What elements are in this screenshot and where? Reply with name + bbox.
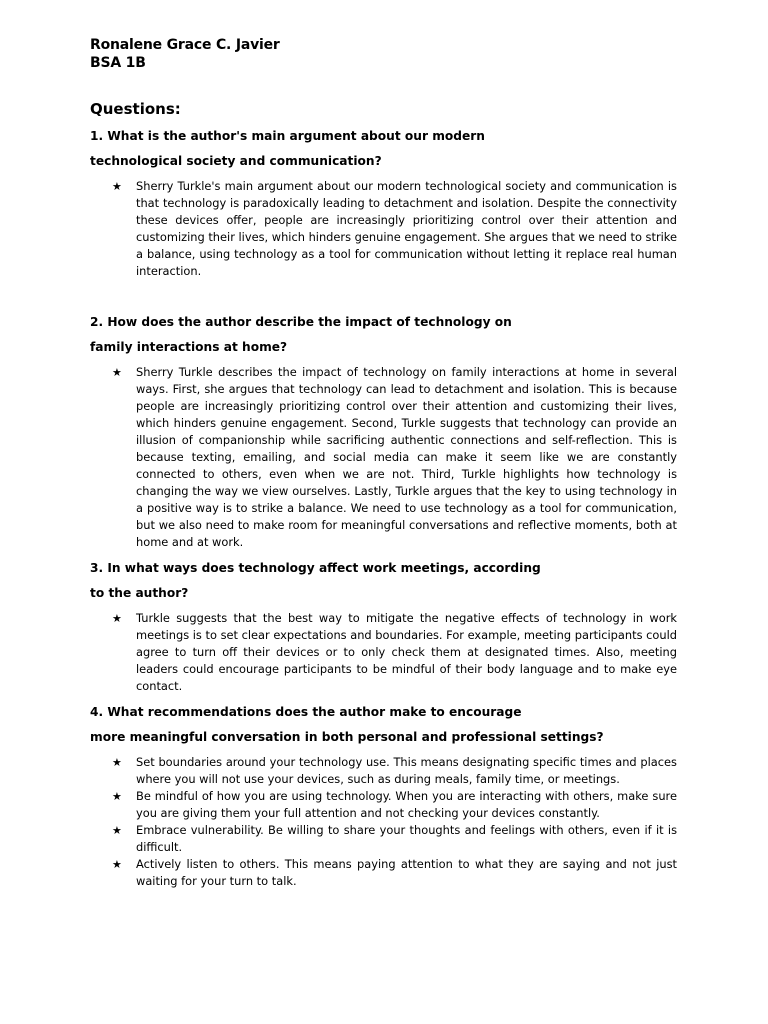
answer-bullet	[112, 178, 677, 280]
question-1-line-1: 1. What is the author's main argument about our modern	[90, 129, 485, 143]
answer-text: Actively listen to others. This means paying attention to what they are saying and not just waiting for your turn to talk.	[136, 857, 677, 888]
question-2-line-2: family interactions at home?	[90, 340, 288, 354]
answer-text: Sherry Turkle describes the impact of technology on family interactions at home in several ways. First, she argues that technology can lead to detachment and isolation. This is because people are increasingly prioritizing control over their attention and customizing their lives, which hinders genuine engagement. Second, Turkle suggests that technology can provide an illusion of companionship while sacrificing authentic connections and self-reflection. This is because texting, emailing, and social media can make it seem like we are constantly connected to others, even when we are not. Third, Turkle highlights how technology is changing the way we view ourselves. Lastly, Turkle argues that the key to using technology in a positive way is to strike a balance. We need to use technology as a tool for communication, but we also need to make room for meaningful conversations and reflective moments, both at home and at work.	[136, 365, 677, 549]
answer-text: Embrace vulnerability. Be willing to share your thoughts and feelings with others, even if it is difficult.	[136, 823, 677, 854]
answer-bullet	[112, 364, 677, 551]
answer-bullet	[112, 856, 677, 890]
answer-text: Turkle suggests that the best way to mitigate the negative effects of technology in work meetings is to set clear expectations and boundaries. For example, meeting participants could agree to turn off their devices or to only check them at designated times. Also, meeting leaders could encourage participants to be mindful of their body language and to make eye contact.	[136, 611, 677, 693]
question-1-answers	[112, 178, 677, 280]
author-section: BSA 1B	[90, 55, 146, 71]
answer-bullet	[112, 822, 677, 856]
star-bullet-icon: ★	[112, 612, 122, 625]
star-bullet-icon: ★	[112, 180, 122, 193]
star-bullet-icon: ★	[112, 756, 122, 769]
question-4-answers	[112, 754, 677, 890]
question-4-line-1: 4. What recommendations does the author make to encourage	[90, 705, 522, 719]
question-2-line-1: 2. How does the author describe the impact of technology on	[90, 315, 512, 329]
question-3-line-1: 3. In what ways does technology affect work meetings, according	[90, 561, 541, 575]
star-bullet-icon: ★	[112, 366, 122, 379]
answer-text: Be mindful of how you are using technology. When you are interacting with others, make sure you are giving them your full attention and not checking your devices constantly.	[136, 789, 677, 820]
answer-bullet	[112, 788, 677, 822]
question-2-answers	[112, 364, 677, 551]
question-1-line-2: technological society and communication?	[90, 154, 382, 168]
star-bullet-icon: ★	[112, 858, 122, 871]
question-4-line-2: more meaningful conversation in both personal and professional settings?	[90, 730, 604, 744]
star-bullet-icon: ★	[112, 790, 122, 803]
questions-heading: Questions:	[90, 100, 181, 118]
star-bullet-icon: ★	[112, 824, 122, 837]
answer-bullet	[112, 610, 677, 695]
answer-text: Sherry Turkle's main argument about our modern technological society and communication is that technology is paradoxically leading to detachment and isolation. Despite the connectivity these devices offer, people are increasingly prioritizing control over their attention and customizing their lives, which hinders genuine engagement. She argues that we need to strike a balance, using technology as a tool for communication without letting it replace real human interaction.	[136, 179, 677, 278]
answer-bullet	[112, 754, 677, 788]
answer-text: Set boundaries around your technology use. This means designating specific times and places where you will not use your devices, such as during meals, family time, or meetings.	[136, 755, 677, 786]
question-3-line-2: to the author?	[90, 586, 189, 600]
author-name: Ronalene Grace C. Javier	[90, 37, 280, 53]
question-3-answers	[112, 610, 677, 695]
